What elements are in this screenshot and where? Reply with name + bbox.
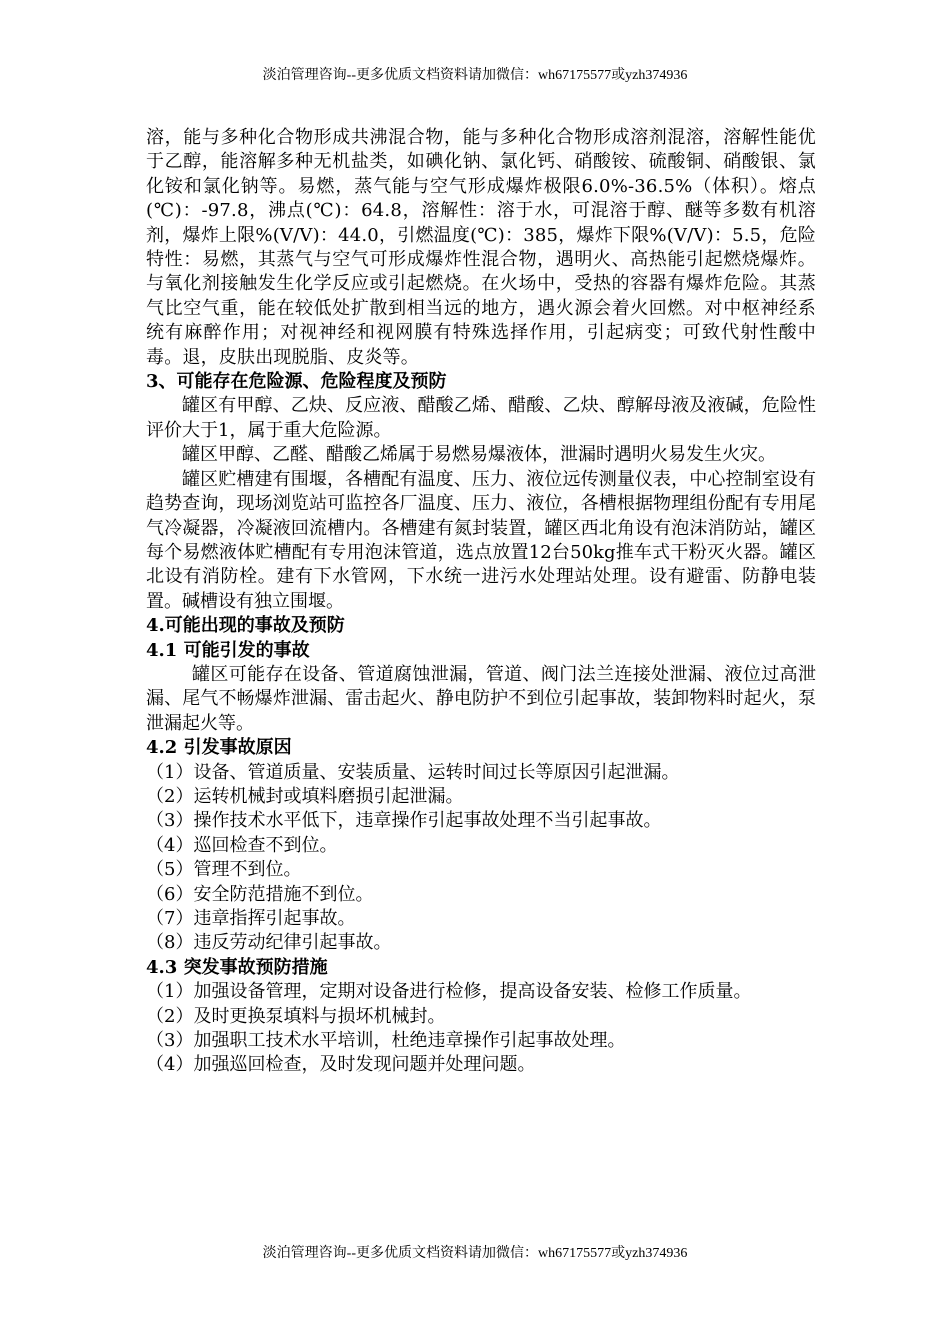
section-3-paragraph-2: 罐区甲醇、乙醛、醋酸乙烯属于易燃易爆液体，泄漏时遇明火易发生火灾。: [182, 444, 776, 466]
prevention-item: （2）及时更换泵填料与损坏机械封。: [146, 1005, 446, 1027]
page-header: 淡泊管理咨询--更多优质文档资料请加微信：wh67175577或yzh374936: [262, 68, 688, 83]
cause-item: （1）设备、管道质量、安装质量、运转时间过长等原因引起泄漏。: [146, 761, 680, 783]
section-4-heading: 4.可能出现的事故及预防: [146, 615, 345, 637]
section-3-heading: 3、可能存在危险源、危险程度及预防: [146, 371, 447, 393]
cause-item: （4）巡回检查不到位。: [146, 834, 338, 856]
document-body: [146, 126, 816, 1078]
prevention-item: （1）加强设备管理，定期对设备进行检修，提高设备安装、检修工作质量。: [146, 981, 752, 1003]
section-4-1-heading: 4.1 可能引发的事故: [146, 639, 310, 661]
section-4-1-paragraph: 罐区可能存在设备、管道腐蚀泄漏，管道、阀门法兰连接处泄漏、液位过高泄漏、尾气不畅爆炸泄漏、雷击起火、静电防护不到位引起事故，装卸物料时起火，泵泄漏起火等。: [146, 663, 816, 734]
prevention-item: （3）加强职工技术水平培训，杜绝违章操作引起事故处理。: [146, 1030, 626, 1052]
prevention-item: （4）加强巡回检查，及时发现问题并处理问题。: [146, 1054, 536, 1076]
cause-item: （6）安全防范措施不到位。: [146, 883, 374, 905]
continuation-paragraph: 溶，能与多种化合物形成共沸混合物，能与多种化合物形成溶剂混溶，溶解性能优于乙醇，能溶解多种无机盐类，如碘化钠、氯化钙、硝酸铵、硫酸铜、硝酸银、氯化铵和氯化钠等。易燃，蒸气能与空气形成爆炸极限6.0%-36.5%（体积）。熔点(℃)：-97.8，沸点(℃)：64.8，溶解性：溶于水，可混溶于醇、醚等多数有机溶剂，爆炸上限%(V/V)：44.0，引燃温度(℃)：385，爆炸下限%(V/V)：5.5，危险特性：易燃，其蒸气与空气可形成爆炸性混合物，遇明火、高热能引起燃烧爆炸。与氧化剂接触发生化学反应或引起燃烧。在火场中，受热的容器有爆炸危险。其蒸气比空气重，能在较低处扩散到相当远的地方，遇火源会着火回燃。对中枢神经系统有麻醉作用；对视神经和视网膜有特殊选择作用，引起病变；可致代射性酸中毒。退，皮肤出现脱脂、皮炎等。: [146, 127, 816, 368]
cause-item: （2）运转机械封或填料磨损引起泄漏。: [146, 785, 464, 807]
cause-item: （5）管理不到位。: [146, 859, 302, 881]
section-4-2-heading: 4.2 引发事故原因: [146, 737, 292, 759]
cause-item: （7）违章指挥引起事故。: [146, 908, 356, 929]
page-footer: 淡泊管理咨询--更多优质文档资料请加微信：wh67175577或yzh374936: [262, 1246, 688, 1261]
section-3-paragraph-1: 罐区有甲醇、乙炔、反应液、醋酸乙烯、醋酸、乙炔、醇解母液及液碱，危险性评价大于1，属于重大危险源。: [146, 395, 816, 441]
cause-item: （3）操作技术水平低下，违章操作引起事故处理不当引起事故。: [146, 810, 662, 832]
cause-item: （8）违反劳动纪律引起事故。: [146, 932, 392, 954]
section-3-paragraph-3: 罐区贮槽建有围堰，各槽配有温度、压力、液位远传测量仪表，中心控制室设有趋势查询，现场浏览站可监控各厂温度、压力、液位，各槽根据物理组份配有专用尾气冷凝器，冷凝液回流槽内。各槽建有氮封装置，罐区西北角设有泡沫消防站，罐区每个易燃液体贮槽配有专用泡沫管道，选点放置12台50kg推车式干粉灭火器。罐区北设有消防栓。建有下水管网，下水统一进污水处理站处理。设有避雷、防静电装置。碱槽设有独立围堰。: [146, 468, 816, 612]
section-4-3-heading: 4.3 突发事故预防措施: [146, 956, 328, 978]
